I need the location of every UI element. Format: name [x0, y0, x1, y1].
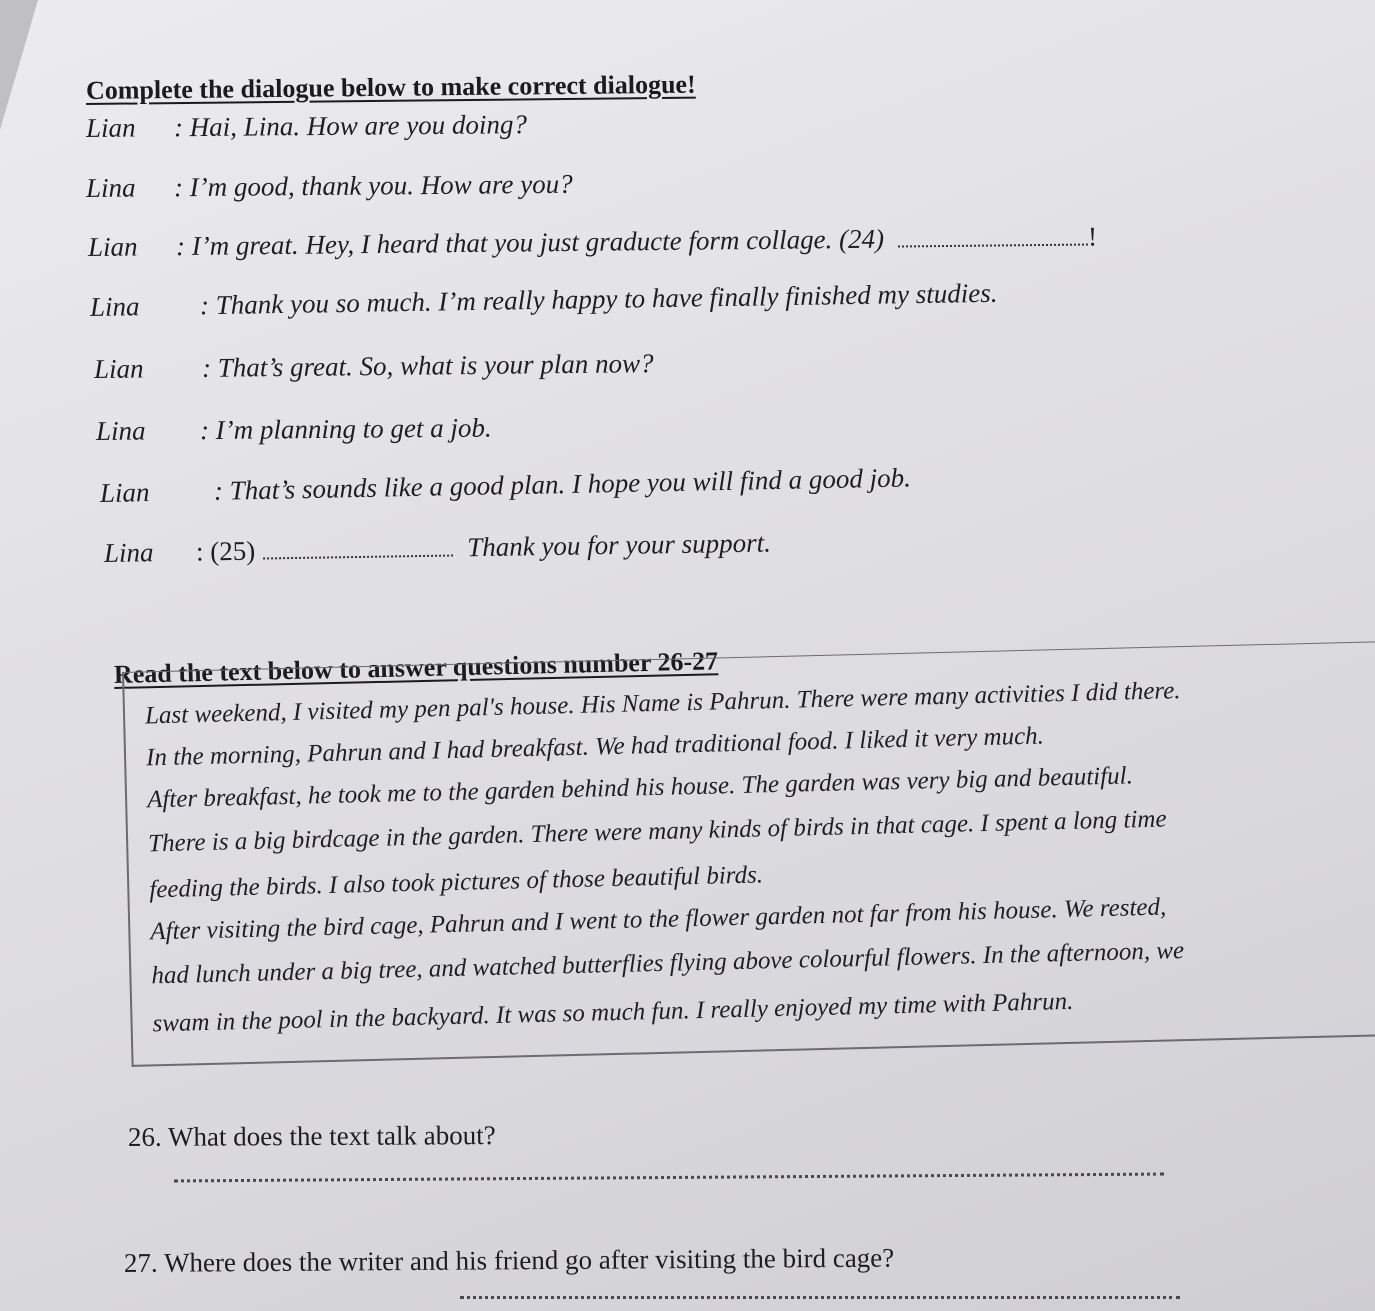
speaker-name: Lian — [99, 477, 150, 508]
dialogue-line — [90, 278, 998, 323]
dialogue-text: : I’m good, thank you. How are you? — [173, 168, 573, 203]
dialogue-text: : That’s great. So, what is your plan now? — [201, 348, 654, 383]
dialogue-text: : Hai, Lina. How are you doing? — [173, 109, 528, 143]
answer-blank-24[interactable] — [898, 238, 1088, 248]
dialogue-heading: Complete the dialogue below to make correct dialogue! — [85, 69, 696, 105]
dialogue-text: : I’m planning to get a job. — [199, 412, 492, 446]
dialogue-line — [100, 462, 911, 509]
passage-line: There is a big birdcage in the garden. There were many kinds of birds in that cage. I spent a long time — [147, 805, 1167, 858]
question-26: 26. What does the text talk about? — [127, 1120, 496, 1152]
speaker-name: Lian — [85, 112, 136, 143]
answer-line-27[interactable] — [460, 1296, 1180, 1299]
passage-line: After breakfast, he took me to the garden behind his house. The garden was very big and beautiful. — [146, 762, 1134, 814]
speaker-name: Lina — [103, 537, 154, 568]
speaker-name: Lina — [89, 291, 140, 322]
page-shadow — [0, 0, 38, 130]
passage-line: In the morning, Pahrun and I had breakfast. We had traditional food. I liked it very much. — [145, 722, 1045, 772]
passage-line: Last weekend, I visited my pen pal's house. His Name is Pahrun. There were many activities I did there. — [144, 677, 1181, 730]
passage-line: feeding the birds. I also took pictures of those beautiful birds. — [149, 861, 764, 904]
dialogue-text-after: Thank you for your support. — [466, 527, 772, 563]
dialogue-text: : That’s sounds like a good plan. I hope you will find a good job. — [213, 462, 912, 506]
answer-line-26[interactable] — [174, 1173, 1164, 1183]
exclamation-mark: ! — [1087, 221, 1098, 252]
dialogue-text: : (25) — [195, 535, 256, 567]
speaker-name: Lina — [85, 172, 136, 203]
dialogue-line — [104, 528, 771, 569]
dialogue-line — [88, 221, 1097, 263]
passage-line: swam in the pool in the backyard. It was so much fun. I really enjoyed my time with Pahrun. — [152, 987, 1074, 1038]
reading-passage-box — [122, 641, 1375, 1067]
dialogue-line — [96, 413, 492, 447]
speaker-name: Lina — [95, 415, 146, 446]
reading-heading: Read the text below to answer questions number 26-27 — [113, 646, 719, 689]
passage-line: After visiting the bird cage, Pahrun and I went to the flower garden not far from his house. We rested, — [150, 893, 1167, 946]
question-27: 27. Where does the writer and his friend go after visiting the bird cage? — [123, 1242, 895, 1278]
answer-blank-25[interactable] — [263, 549, 453, 560]
speaker-name: Lian — [87, 231, 138, 262]
dialogue-line — [94, 348, 654, 385]
dialogue-text: : I’m great. Hey, I heard that you just graducte form collage. (24) — [175, 223, 885, 262]
speaker-name: Lian — [93, 353, 144, 384]
dialogue-line — [86, 169, 573, 204]
dialogue-text: : Thank you so much. I’m really happy to have finally finished my studies. — [199, 277, 998, 321]
passage-line: had lunch under a big tree, and watched butterflies flying above colourful flowers. In the afternoon, we — [151, 937, 1185, 990]
dialogue-line — [86, 109, 527, 144]
